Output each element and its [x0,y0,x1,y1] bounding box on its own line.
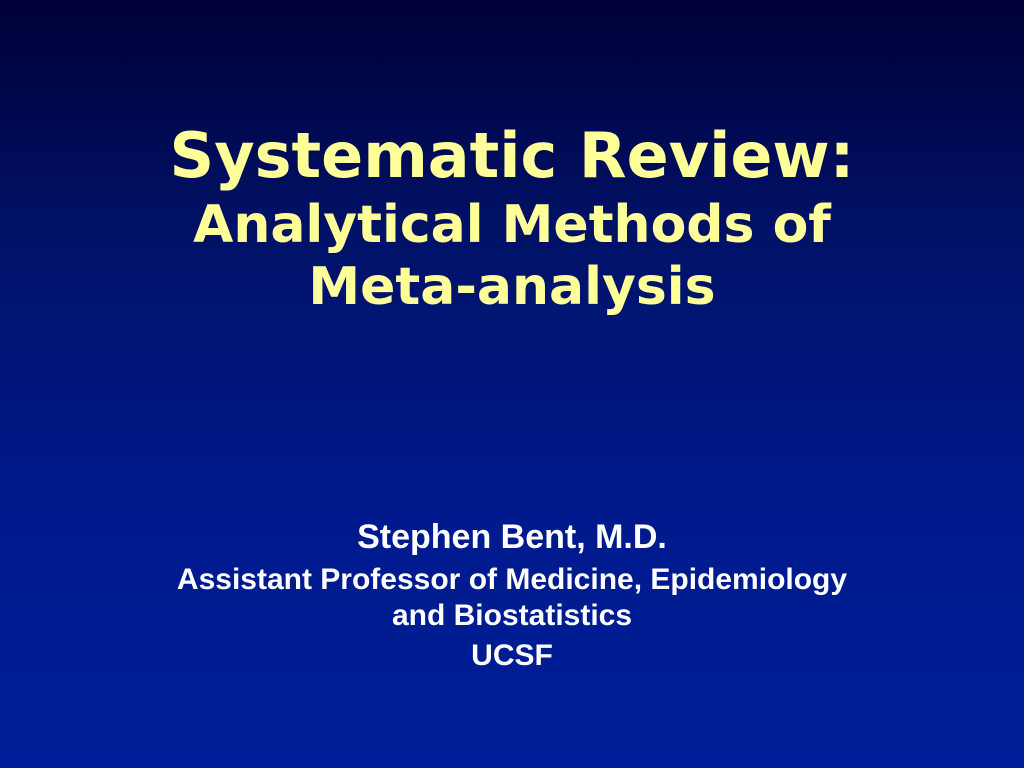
title-line-subtitle-2: Meta-analysis [308,257,716,317]
author-position-line-2: and Biostatistics [391,599,633,632]
author-institution: UCSF [471,639,553,672]
title-line-subtitle-1: Analytical Methods of [193,195,831,255]
author-name: Stephen Bent, M.D. [357,518,667,556]
author-position-line-1: Assistant Professor of Medicine, Epidemiology [176,563,848,596]
slide-subtitle [0,514,1024,676]
slide-title [0,118,1024,318]
title-line-main: Systematic Review: [169,119,855,192]
